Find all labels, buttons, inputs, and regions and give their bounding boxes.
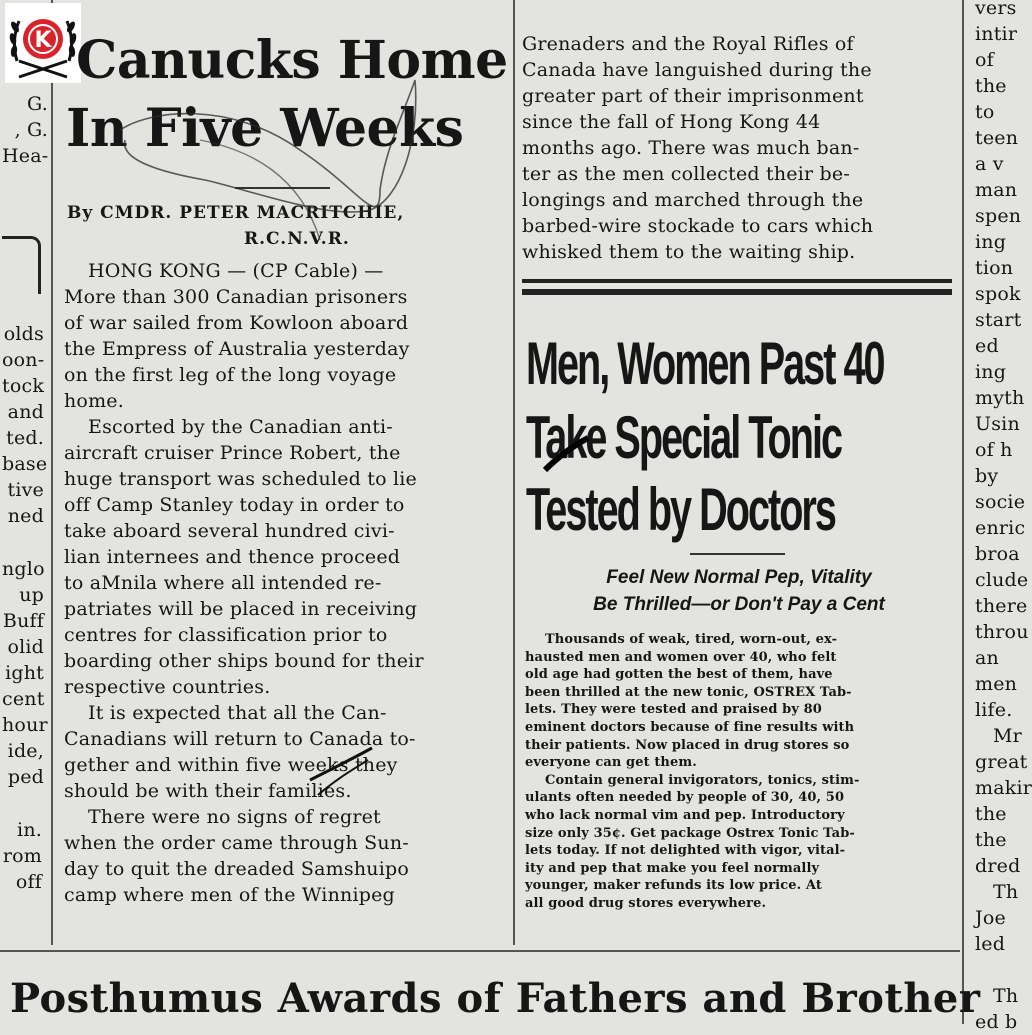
ad-subhead-line1: Feel New Normal Pep, Vitality	[606, 567, 872, 588]
fragment-line: Th	[993, 881, 1019, 903]
fragment-line: Joe	[975, 907, 1006, 929]
article-continued	[522, 31, 957, 265]
fragment-line: great	[975, 751, 1028, 773]
article-line: It is expected that all the Can-	[88, 702, 387, 724]
article-line: on the first leg of the long voyage	[64, 364, 397, 386]
left-column-fragments	[2, 91, 48, 169]
ad-top-rule	[522, 279, 952, 283]
fragment-line: men	[975, 673, 1018, 695]
headline-divider	[235, 187, 330, 189]
article-line: lian internees and thence proceed	[64, 546, 401, 568]
fragment-line: ight	[5, 662, 44, 684]
article-line: of war sailed from Kowloon aboard	[64, 312, 409, 334]
bottom-rule	[0, 950, 960, 952]
article-line: home.	[64, 390, 124, 412]
left-column-fragments-lower	[2, 556, 48, 790]
article-line: greater part of their imprisonment	[522, 85, 864, 107]
article-line: months ago. There was much ban-	[522, 137, 860, 159]
fragment-line: vers	[975, 0, 1017, 19]
ad-line: younger, maker refunds its low price. At	[525, 878, 822, 894]
fragment-line: olid	[7, 636, 44, 658]
fragment-line: olds	[3, 323, 44, 345]
fragment-line: makir	[975, 777, 1032, 799]
fragment-line: ing	[975, 231, 1007, 253]
article-headline-line2: In Five Weeks	[66, 98, 464, 159]
fragment-line: ped	[7, 766, 44, 788]
ad-line: lets today. If not delighted with vigor, vital-	[525, 843, 846, 859]
fragment-line: ed	[975, 335, 999, 357]
article-line: aircraft cruiser Prince Robert, the	[64, 442, 401, 464]
fragment-line: , G.	[14, 119, 48, 141]
fragment-line: nglo	[2, 558, 45, 580]
fragment-line: socie	[975, 491, 1026, 513]
fragment-line	[975, 957, 1024, 983]
fragment-line: by	[975, 465, 999, 487]
fragment-line: the	[975, 829, 1007, 851]
article-line: longings and marched through the	[522, 189, 864, 211]
bracket-mark	[2, 236, 41, 294]
byline-name: By CMDR. PETER MACRITCHIE,	[67, 203, 405, 223]
ad-line: hausted men and women over 40, who felt	[525, 649, 837, 665]
ad-line: eminent doctors because of fine results with	[525, 719, 855, 735]
left-column-fragments-middle	[2, 321, 48, 529]
fragment-line: Mr	[993, 725, 1022, 747]
ad-subhead-line2: Be Thrilled—or Don't Pay a Cent	[593, 594, 885, 615]
ad-line: ulants often needed by people of 30, 40, 50	[525, 790, 845, 806]
article-line: respective countries.	[64, 676, 271, 698]
article-line: huge transport was scheduled to lie	[64, 468, 417, 490]
article-line: Canada have languished during the	[522, 59, 872, 81]
article-line: Escorted by the Canadian anti-	[88, 416, 393, 438]
fragment-line: man	[975, 179, 1018, 201]
fragment-line: throu	[975, 621, 1029, 643]
fragment-line: myth	[975, 387, 1025, 409]
ad-top-rule-2	[522, 289, 952, 295]
article-line: ter as the men collected their be-	[522, 163, 850, 185]
ad-divider	[690, 553, 785, 555]
fragment-line: Buff	[2, 610, 44, 632]
fragment-line: dred	[975, 855, 1021, 877]
ad-line: Thousands of weak, tired, worn-out, ex-	[545, 632, 838, 647]
fragment-line: the	[975, 803, 1007, 825]
article-headline-line1: Canucks Home	[76, 30, 508, 91]
article-line: Canadians will return to Canada to-	[64, 728, 416, 750]
fragment-line: Usin	[975, 413, 1020, 435]
bottom-headline: Posthumus Awards of Fathers and Brother	[10, 975, 981, 1022]
fragment-line: enric	[975, 517, 1026, 539]
fragment-line: tion	[975, 257, 1014, 279]
fragment-line: an	[975, 647, 999, 669]
left-column-fragments-bottom	[2, 817, 42, 895]
column-rule-right	[962, 0, 964, 1024]
fragment-line: of h	[975, 439, 1013, 461]
ad-line: who lack normal vim and pep. Introductory	[525, 807, 845, 823]
fragment-line: a v	[975, 153, 1004, 175]
article-line: Grenaders and the Royal Rifles of	[522, 33, 854, 55]
fragment-line: ned	[7, 505, 44, 527]
article-line: gether and within five weeks they	[64, 754, 398, 776]
fragment-line: ide,	[7, 740, 44, 762]
fragment-line: base	[2, 453, 48, 475]
fragment-line: in.	[17, 819, 42, 841]
article-body	[64, 258, 504, 908]
fragment-line: there	[975, 595, 1028, 617]
ad-headline-line3: Tested by Doctors	[526, 476, 835, 543]
ad-line: their patients. Now placed in drug stores so	[525, 737, 850, 753]
article-line: off Camp Stanley today in order to	[64, 494, 405, 516]
article-line: There were no signs of regret	[88, 806, 381, 828]
fragment-line: ing	[975, 361, 1007, 383]
fragment-line: tock	[2, 375, 45, 397]
fragment-line: life.	[975, 699, 1013, 721]
ad-line: been thrilled at the new tonic, OSTREX Tab-	[525, 684, 852, 700]
fragment-line: G.	[27, 93, 48, 115]
column-rule-middle	[513, 0, 515, 945]
column-rule-left	[51, 0, 53, 945]
ad-body	[525, 631, 945, 913]
fragment-line: cent	[2, 688, 45, 710]
fragment-line: the	[975, 75, 1007, 97]
ad-line: ity and pep that make you feel normally	[525, 860, 820, 876]
fragment-line: to	[975, 101, 995, 123]
fragment-line: teen	[975, 127, 1019, 149]
article-line: the Empress of Australia yesterday	[64, 338, 410, 360]
fragment-line: led	[975, 933, 1006, 955]
article-line: since the fall of Hong Kong 44	[522, 111, 821, 133]
fragment-line: ed b	[975, 1011, 1018, 1033]
article-line: barbed-wire stockade to cars which	[522, 215, 874, 237]
article-line: to aMnila where all intended re-	[64, 572, 382, 594]
fragment-line: Th	[993, 985, 1019, 1007]
article-line: More than 300 Canadian prisoners	[64, 286, 408, 308]
fragment-line: up	[19, 584, 44, 606]
fragment-line: clude	[975, 569, 1029, 591]
fragment-line: ted.	[6, 427, 44, 449]
svg-text:K: K	[34, 28, 52, 53]
fragment-line: oon-	[2, 349, 45, 371]
article-line: should be with their families.	[64, 780, 352, 802]
fragment-line: spen	[975, 205, 1022, 227]
article-line: centres for classification prior to	[64, 624, 388, 646]
fragment-line: rom	[2, 845, 42, 867]
ad-line: Contain general invigorators, tonics, stim-	[545, 772, 860, 788]
article-line: camp where men of the Winnipeg	[64, 884, 395, 906]
byline-rank: R.C.N.V.R.	[244, 229, 350, 249]
ad-line: size only 35¢. Get package Ostrex Tonic Tab-	[525, 825, 855, 841]
fragment-line: intir	[975, 23, 1018, 45]
ad-headline-line2: Take Special Tonic	[526, 404, 842, 471]
ad-line: all good drug stores everywhere.	[525, 895, 767, 911]
ad-line: everyone can get them.	[525, 755, 697, 771]
article-line: HONG KONG — (CP Cable) —	[88, 260, 384, 282]
article-line: boarding other ships bound for their	[64, 650, 424, 672]
fragment-line: Hea-	[2, 145, 49, 167]
publication-logo	[5, 3, 81, 83]
fragment-line: and	[7, 401, 44, 423]
fragment-line: start	[975, 309, 1022, 331]
ad-headline-line1: Men, Women Past 40	[526, 330, 884, 397]
right-column-fragments	[975, 0, 1032, 1035]
fragment-line: of	[975, 49, 994, 71]
ad-line: lets. They were tested and praised by 80	[525, 702, 822, 718]
fragment-line: hour	[2, 714, 48, 736]
fragment-line: off	[15, 871, 42, 893]
fragment-line: spok	[975, 283, 1021, 305]
article-line: patriates will be placed in receiving	[64, 598, 418, 620]
ad-line: old age had gotten the best of them, have	[525, 667, 833, 683]
article-line: when the order came through Sun-	[64, 832, 409, 854]
fragment-line: tive	[7, 479, 44, 501]
article-line: whisked them to the waiting ship.	[522, 241, 856, 263]
fragment-line: broa	[975, 543, 1020, 565]
article-line: take aboard several hundred civi-	[64, 520, 395, 542]
article-line: day to quit the dreaded Samshuipo	[64, 858, 409, 880]
